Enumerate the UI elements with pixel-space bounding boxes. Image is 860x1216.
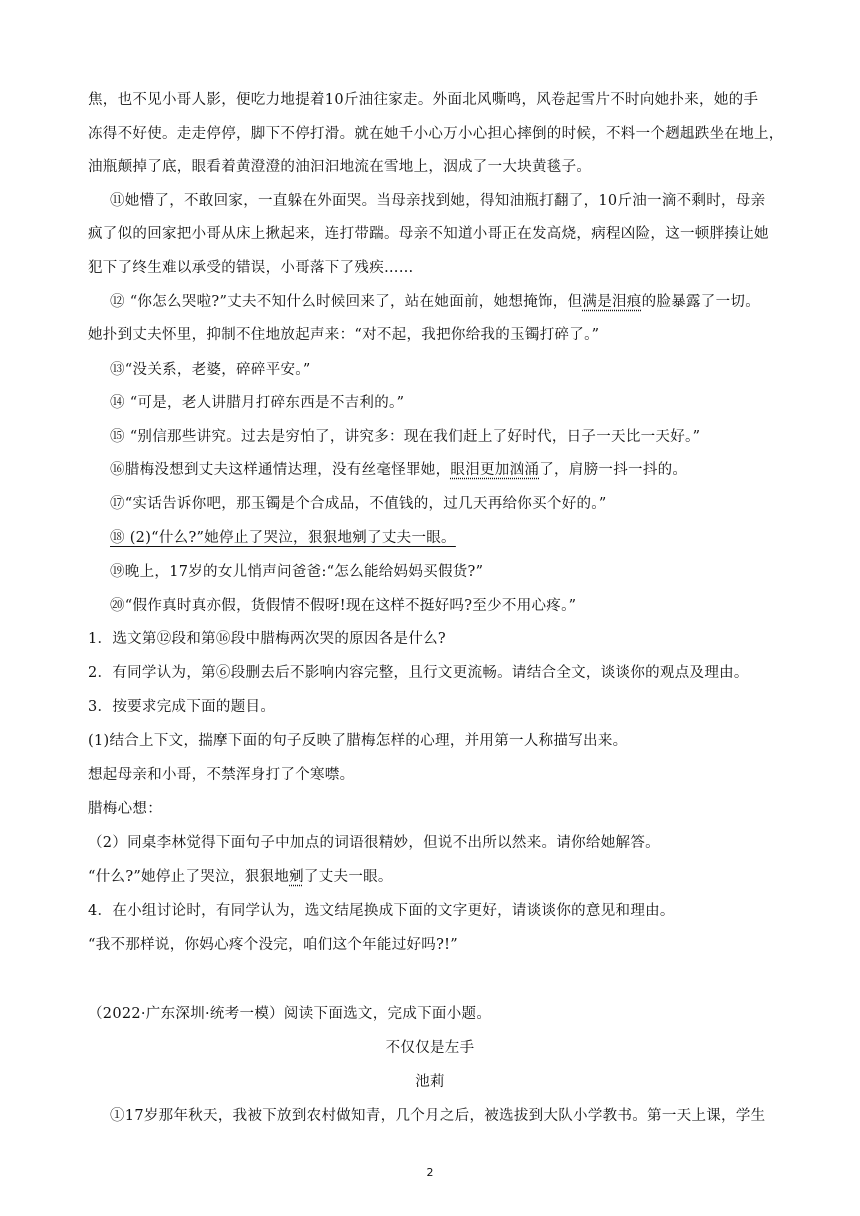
emphasis-dotted: 满是泪痕 bbox=[582, 294, 642, 310]
emphasis-dotted: 剜 bbox=[289, 869, 304, 885]
page-number: 2 bbox=[426, 1166, 434, 1179]
question-2: 2．有同学认为，第⑥段删去后不影响内容完整，且行文更流畅。请结合全文，谈谈你的观点及理由。 bbox=[88, 665, 749, 681]
question-1: 1．选文第⑫段和第⑯段中腊梅两次哭的原因各是什么? bbox=[88, 631, 446, 647]
paragraph-16: ⑯腊梅没想到丈夫这样通情达理，没有丝毫怪罪她，眼泪更加汹涌了，肩膀一抖一抖的。 bbox=[110, 462, 688, 478]
paragraph-15: ⑮ “别信那些讲究。过去是穷怕了，讲究多：现在我们赶上了好时代，日子一天比一天好。” bbox=[110, 429, 701, 445]
question-3-2: （2）同桌李林觉得下面句子中加点的词语很精妙，但说不出所以然来。请你给她解答。 bbox=[88, 835, 660, 851]
question-3-2-sentence: “什么?”她停止了哭泣，狠狠地剜了丈夫一眼。 bbox=[88, 869, 393, 885]
paragraph-20: ⑳“假作真时真亦假，货假情不假呀!现在这样不挺好吗?至少不用心疼。” bbox=[110, 598, 577, 614]
paragraph-11-cont: 疯了似的回家把小哥从床上揪起来，连打带踹。母亲不知道小哥正在发高烧，病程凶险，这一顿胖揍让她 bbox=[88, 226, 769, 242]
paragraph-12-cont: 她扑到丈夫怀里，抑制不住地放起声来：“对不起，我把你给我的玉镯打碎了。” bbox=[88, 327, 600, 343]
paragraph-17: ⑰“实话告诉你吧，那玉镯是个合成品，不值钱的，过几天再给你买个好的。” bbox=[110, 496, 607, 512]
story-line: 油瓶颠掉了底，眼看着黄澄澄的油汩汩地流在雪地上，洇成了一大块黄毯子。 bbox=[88, 159, 592, 175]
paragraph-11: ⑪她懵了，不敢回家，一直躲在外面哭。当母亲找到她，得知油瓶打翻了，10斤油一滴不剩时，母亲 bbox=[110, 193, 766, 209]
paragraph-12: ⑫ “你怎么哭啦?”丈夫不知什么时候回来了，站在她面前，她想掩饰，但满是泪痕的脸暴露了一切。 bbox=[110, 294, 761, 310]
paragraph-14: ⑭ “可是，老人讲腊月打碎东西是不吉利的。” bbox=[110, 395, 405, 411]
emphasis-dotted: 眼泪更加汹涌 bbox=[450, 462, 540, 478]
paragraph-19: ⑲晚上，17岁的女儿悄声问爸爸:“怎么能给妈妈买假货?” bbox=[110, 564, 484, 580]
story-line: 焦，也不见小哥人影，便吃力地提着10斤油往家走。外面北风嘶鸣，风卷起雪片不时向她扑来，她的手 bbox=[88, 92, 759, 108]
passage-author: 池莉 bbox=[415, 1074, 445, 1090]
question-3-1: (1)结合上下文，揣摩下面的句子反映了腊梅怎样的心理，并用第一人称描写出来。 bbox=[88, 733, 628, 749]
question-3-1-sentence: 想起母亲和小哥，不禁浑身打了个寒噤。 bbox=[88, 767, 355, 783]
question-4: 4．在小组讨论时，有同学认为，选文结尾换成下面的文字更好，请谈谈你的意见和理由。 bbox=[88, 903, 675, 919]
paragraph-13: ⑬“没关系，老婆，碎碎平安。” bbox=[110, 362, 311, 378]
question-3: 3．按要求完成下面的题目。 bbox=[88, 699, 276, 715]
passage-paragraph-1: ①17岁那年秋天，我被下放到农村做知青，几个月之后，被选拔到大队小学教书。第一天上课，学生 bbox=[110, 1108, 766, 1124]
passage-source: （2022·广东深圳·统考一模）阅读下面选文，完成下面小题。 bbox=[88, 1006, 492, 1022]
paragraph-18-underlined: ⑱ (2)“什么?”她停止了哭泣，狠狠地剜了丈夫一眼。 bbox=[110, 530, 456, 546]
question-4-sentence: “我不那样说，你妈心疼个没完，咱们这个年能过好吗?!” bbox=[88, 937, 459, 953]
passage-title: 不仅仅是左手 bbox=[385, 1040, 475, 1056]
paragraph-11-cont: 犯下了终生难以承受的错误，小哥落下了残疾…… bbox=[88, 260, 414, 276]
story-line: 冻得不好使。走走停停，脚下不停打滑。就在她千小心万小心担心摔倒的时候，不料一个趔趄跌坐在地上， bbox=[88, 126, 784, 142]
question-3-1-answer-prompt: 腊梅心想： bbox=[88, 801, 162, 817]
